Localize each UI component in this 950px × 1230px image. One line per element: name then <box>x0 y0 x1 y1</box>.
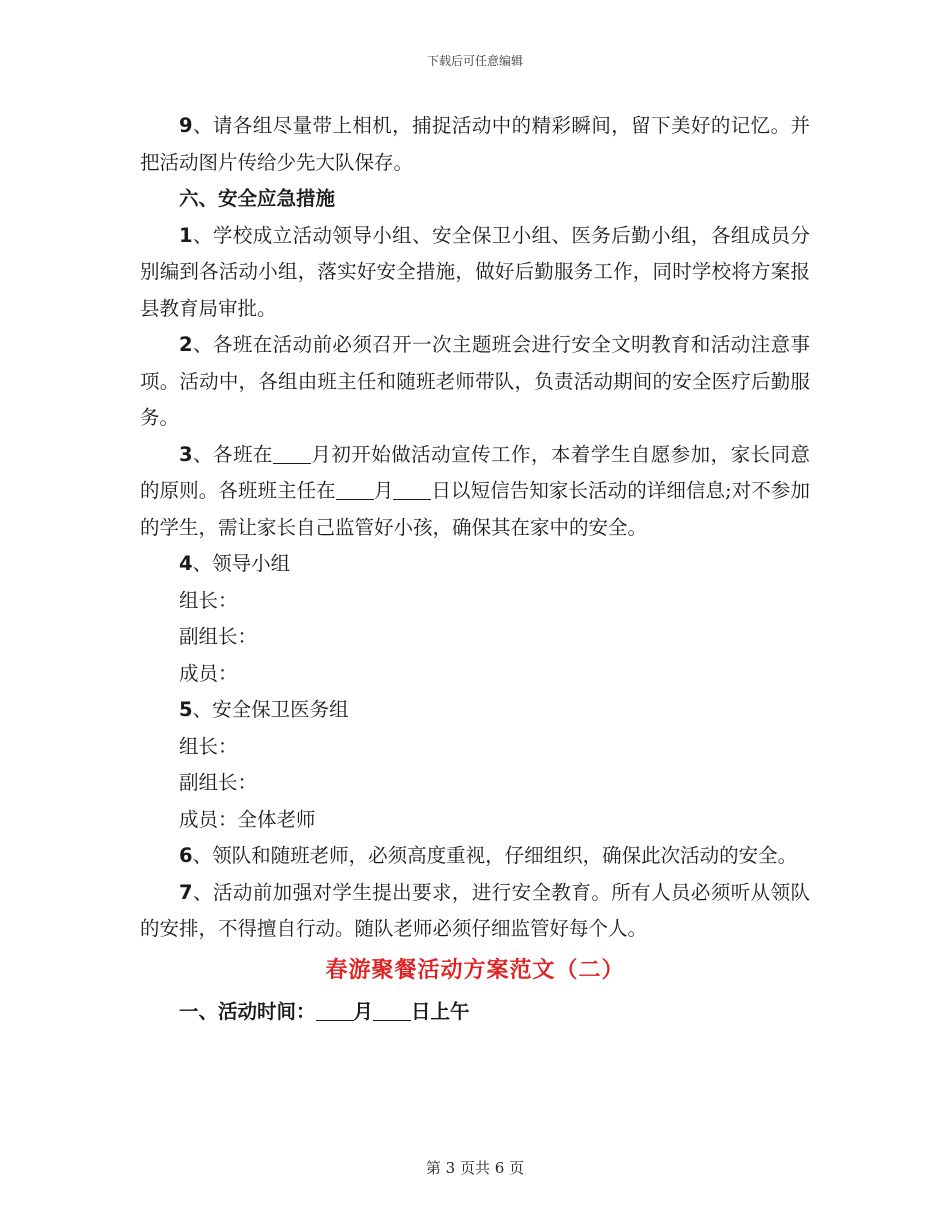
group-members-line: 成员： <box>179 661 238 685</box>
item-text: 、各班在活动前必须召开一次主题班会进行安全文明教育和活动注意事项。活动中，各组由班主任和随班老师带队，负责活动期间的安全医疗后勤服务。 <box>140 333 810 429</box>
item-number: 7 <box>179 880 193 904</box>
fill-blank <box>336 477 374 500</box>
group-members-line: 成员：全体老师 <box>179 807 316 831</box>
item-text: 、请各组尽量带上相机，捕捉活动中的精彩瞬间，留下美好的记忆。并把活动图片传给少先大队保存。 <box>140 114 810 174</box>
paragraph-item-2 <box>140 327 810 437</box>
item-text: 、安全保卫医务组 <box>192 698 349 721</box>
paragraph-item-6 <box>140 838 810 875</box>
item-text: 月 <box>373 479 394 502</box>
item-text: 、活动前加强对学生提出要求，进行安全教育。所有人员必须听从领队的安排，不得擅自行动。随队老师必须仔细监管好每个人。 <box>140 880 810 940</box>
item-text: 日以短信告知家长活动的详细信息;对不参加的学生，需让家长自己监管好小孩，确保其在家中的安全。 <box>140 479 810 539</box>
group-vice-leader-line: 副组长： <box>179 771 258 794</box>
fill-blank <box>393 477 431 500</box>
section-title: 春游聚餐活动方案范文（二） <box>325 956 625 983</box>
group-leader-line: 组长： <box>179 734 238 758</box>
fill-blank <box>273 441 311 464</box>
fill-blank <box>316 998 354 1021</box>
item-number: 1 <box>179 223 193 247</box>
group-vice-leader-line: 副组长： <box>179 625 258 648</box>
paragraph-item-4 <box>140 546 810 583</box>
paragraph-item-3 <box>140 437 810 547</box>
section-heading-6: 六、安全应急措施 <box>179 187 336 210</box>
item-number: 5 <box>179 698 193 721</box>
page-footer: 第 3 页共 6 页 <box>425 1159 525 1177</box>
paragraph-item-7 <box>140 875 810 948</box>
paragraph-item-5 <box>140 692 810 729</box>
item-text: 月初开始做活动宣传工作，本着学生自愿参加，家长同意的原则。各班班主任在 <box>140 442 810 502</box>
item-text: 、学校成立活动领导小组、安全保卫小组、医务后勤小组，各组成员分别编到各活动小组，落实好安全措施，做好后勤服务工作，同时学校将方案报县教育局审批。 <box>140 223 810 320</box>
item-text: 日上午 <box>411 1000 470 1023</box>
item-number: 3 <box>179 442 193 466</box>
item-text: 、领导小组 <box>192 552 291 575</box>
paragraph-item-9 <box>140 108 810 181</box>
item-number: 9 <box>179 114 193 137</box>
item-number: 4 <box>179 552 193 575</box>
paragraph-item-1 <box>140 218 810 328</box>
document-body <box>140 108 810 1031</box>
group-leader-line: 组长： <box>179 588 238 612</box>
item-number: 2 <box>179 333 193 356</box>
fill-blank <box>373 998 411 1021</box>
item-text: 、各班在 <box>192 442 273 466</box>
activity-time-line <box>140 994 810 1031</box>
item-text: 月 <box>353 1000 374 1023</box>
item-text: 一、活动时间： <box>179 1000 316 1023</box>
page-header: 下载后可任意编辑 <box>426 54 523 68</box>
item-number: 6 <box>179 844 193 867</box>
item-text: 、领队和随班老师，必须高度重视，仔细组织，确保此次活动的安全。 <box>192 844 798 867</box>
